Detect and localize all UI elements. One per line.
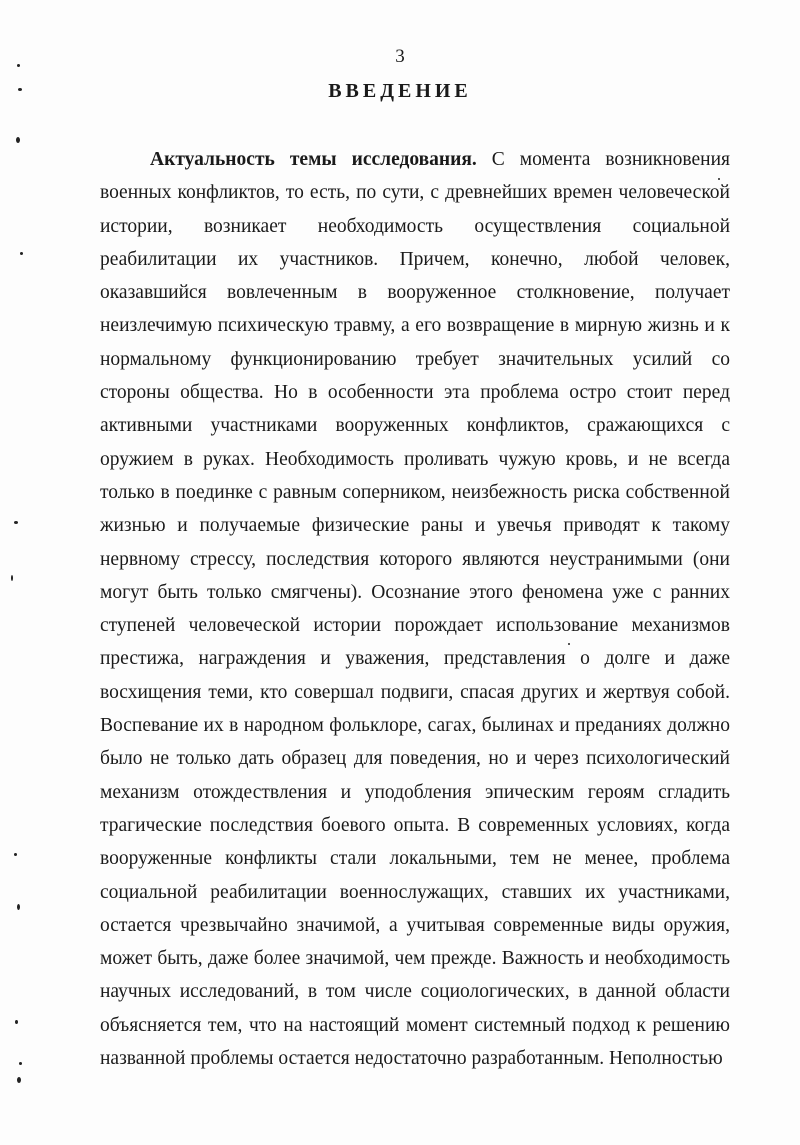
scan-speck bbox=[15, 1020, 18, 1024]
scan-speck bbox=[17, 904, 20, 910]
section-heading: ВВЕДЕНИЕ bbox=[328, 80, 472, 102]
body-paragraph bbox=[100, 143, 730, 1075]
page-number: 3 bbox=[395, 46, 405, 67]
scan-speck bbox=[11, 575, 13, 581]
paragraph-text: С момента возникновения военных конфликтов, то есть, по сути, с древнейших времен человеческой истории, возникает необходимость осуществления социальной реабилитации их участников. Причем, конечно, любой человек, оказавшийся вовлеченным в вооруженное столкновение, получает неизлечимую психическую травму, а его возвращение в мирную жизнь и к нормальному функционированию требует значительных усилий со стороны общества. Но в особенности эта проблема остро стоит перед активными участниками вооруженных конфликтов, сражающихся с оружием в руках. Необходимость проливать чужую кровь, и не всегда только в поединке с равным соперником, неизбежность риска собственной жизнью и получаемые физические раны и увечья приводят к такому нервному стрессу, последствия которого являются неустранимыми (они могут быть только смягчены). Осознание этого феномена уже с ранних ступеней человеческой истории порождает использование механизмов престижа, награждения и уважения, представления о долге и даже восхищения теми, кто совершал подвиги, спасая других и жертвуя собой. Воспевание их в народном фольклоре, сагах, былинах и преданиях должно было не только дать образец для поведения, но и через психологический механизм отождествления и уподобления эпическим героям сгладить трагические последствия боевого опыта. В современных условиях, когда вооруженные конфликты стали локальными, тем не менее, проблема социальной реабилитации военнослужащих, ставших их участниками, остается чрезвычайно значимой, а учитывая современные виды оружия, может быть, даже более значимой, чем прежде. Важность и необходимость научных исследований, в том числе социологических, в данной области объясняется тем, что на настоящий момент системный подход к решению названной проблемы остается недостаточно разработанным. Неполностью bbox=[100, 149, 731, 1070]
scan-speck bbox=[16, 137, 20, 143]
scan-speck bbox=[17, 1077, 21, 1083]
paragraph-lead: Актуальность темы исследования. bbox=[150, 149, 477, 170]
scan-speck bbox=[20, 252, 23, 255]
scan-speck bbox=[14, 853, 17, 856]
scan-speck bbox=[19, 1062, 22, 1065]
scan-speck bbox=[14, 521, 18, 524]
